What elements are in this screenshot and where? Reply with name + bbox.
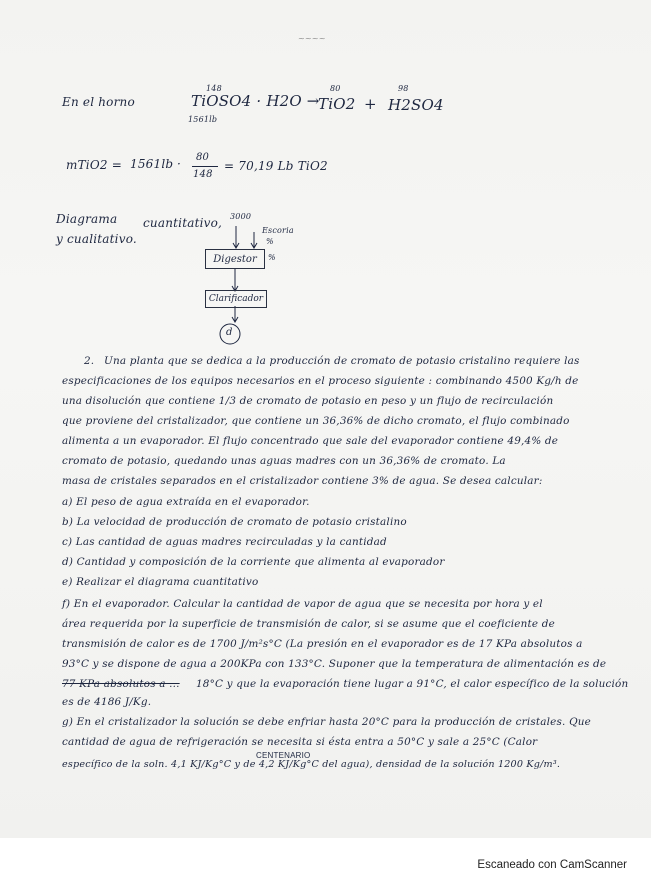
problem-item: a) El peso de agua extraída en el evaporador. [62,496,310,508]
escoria-pct: % [266,237,274,246]
reaction-label: En el horno [62,95,135,109]
digestor-label: Digestor [213,253,257,265]
problem-item: e) Realizar el diagrama cuantitativo [62,576,259,588]
problem-line: masa de cristales separados en el cristalizador contiene 3% de agua. Se desea calcular: [62,475,543,487]
header-scribble: ~~~~ [298,34,326,43]
problem-line: especificaciones de los equipos necesarios en el proceso siguiente : combinando 4500 Kg/h de [62,375,579,387]
problem-line: alimenta a un evaporador. El flujo concentrado que sale del evaporador contiene 49,4% de [62,435,559,447]
item-g-line: cantidad de agua de refrigeración se necesita si ésta entra a 50°C y sale a 25°C (Calor [62,736,538,748]
calc-numerator: 80 [196,152,210,163]
mw-tio2: 80 [330,84,341,93]
clarificador-label: Clarificador [208,294,264,304]
reactant-formula: TiOSO4 · H2O → [191,92,320,110]
calc-result: = 70,19 Lb TiO2 [224,159,328,173]
problem-line: una disolución que contiene 1/3 de cromato de potasio en peso y un flujo de recirculación [62,395,554,407]
problem-line: Una planta que se dedica a la producción de cromato de potasio cristalino requiere las [104,355,580,367]
item-f-line: 18°C y que la evaporación tiene lugar a 91°C, el calor específico de la solución [196,678,629,690]
item-f-line: f) En el evaporador. Calcular la cantidad de vapor de agua que se necesita por hora y el [62,598,543,610]
problem-number: 2. [84,355,95,367]
calc-denominator: 148 [193,169,213,180]
product-formula: TiO2 [318,95,356,113]
digestor-box [205,249,265,269]
byproduct-formula: H2SO4 [388,96,444,114]
item-f-struck-text: 77 KPa absolutos a ... [62,678,180,690]
item-f-line: área requerida por la superficie de transmisión de calor, si se asume que el coeficiente de [62,618,555,630]
calc-mass: 1561lb [130,157,174,171]
feed-amount: 3000 [230,212,252,221]
mw-h2so4: 98 [398,84,409,93]
problem-line: cromato de potasio, quedando unas aguas madres con un 36,36% de cromato. La [62,455,506,467]
problem-item: b) La velocidad de producción de cromato de potasio cristalino [62,516,407,528]
item-f-line: 93°C y se dispone de agua a 200KPa con 133°C. Suponer que la temperatura de alimentación es de [62,658,607,670]
item-g-line: específico de la soln. 4,1 KJ/Kg°C y de 4,2 KJ/Kg°C del agua), densidad de la solución 1200 Kg/m³. [62,759,561,770]
diagram-title-3: y cualitativo. [56,232,137,246]
item-f-line: transmisión de calor es de 1700 J/m²s°C (La presión en el evaporador es de 17 KPa absolutos a [62,638,583,650]
problem-line: que proviene del cristalizador, que contiene un 36,36% de dicho cromato, el flujo combinado [62,415,570,427]
clarificador-box [205,290,267,308]
calc-times: · [177,157,182,171]
problem-item: c) Las cantidad de aguas madres recirculadas y la cantidad [62,536,387,548]
diagram-title-1: Diagrama [56,212,118,226]
mass-tioso4: 1561lb [188,115,218,124]
item-g-line: g) En el cristalizador la solución se debe enfriar hasta 20°C para la producción de cristales. Que [62,716,592,728]
problem-item: d) Cantidad y composición de la corriente que alimenta al evaporador [62,556,445,568]
diagram-title-2: cuantitativo, [143,216,223,230]
centenario-stamp: CENTENARIO [256,751,311,760]
side-pct: % [268,253,276,262]
scanner-footer: Escaneado con CamScanner [477,859,627,871]
escoria-label: Escoria [262,226,294,235]
calc-lhs: mTiO2 = [66,158,122,172]
item-f-line: es de 4186 J/Kg. [62,696,152,708]
diagram-output: d [226,327,233,338]
mw-tioso4: 148 [206,84,222,93]
reaction-plus: + [364,95,377,113]
